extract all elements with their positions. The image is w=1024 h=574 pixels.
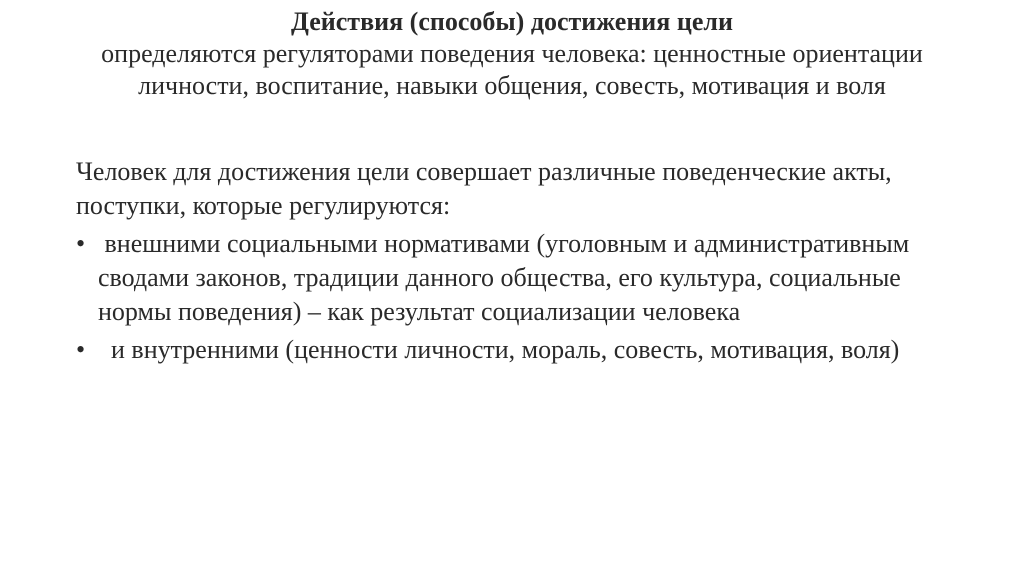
bullet-icon: • — [76, 229, 86, 258]
bullet-item-external — [76, 227, 956, 329]
slide-title: Действия (способы) достижения цели — [291, 7, 733, 36]
bullet-item-internal — [76, 333, 956, 367]
slide-body — [76, 155, 956, 371]
intro-paragraph: Человек для достижения цели совершает различные поведенческие акты, поступки, которые регулируются: — [76, 157, 892, 220]
bullet-list — [76, 227, 956, 367]
bullet-icon: • — [76, 335, 86, 364]
slide-subtitle: определяются регуляторами поведения человека: ценностные ориентации личности, воспитание, навыки общения, совесть, мотивация и воля — [101, 39, 923, 100]
bullet-text: внешними социальными нормативами (уголовным и административным сводами законов, традиции данного общества, его культура, социальные нормы поведения) – как результат социализации человека — [98, 229, 910, 326]
bullet-text: и внутренними (ценности личности, мораль, совесть, мотивация, воля) — [98, 335, 900, 364]
slide-header — [60, 6, 964, 102]
